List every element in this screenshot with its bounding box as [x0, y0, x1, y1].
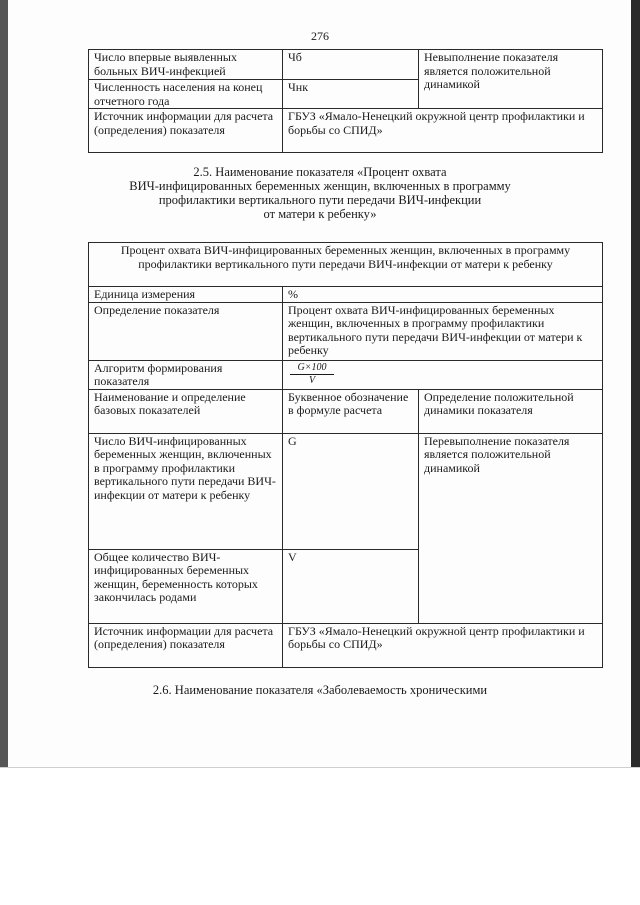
heading-line: от матери к ребенку»: [263, 207, 377, 221]
definition-value: Процент охвата ВИЧ-инфицированных беременных женщин, включенных в программу профилактики вертикального пути передачи ВИЧ-инфекции от матери к ребенку: [283, 302, 603, 360]
heading-line: ВИЧ-инфицированных беременных женщин, включенных в программу: [129, 179, 511, 193]
column-header: Буквенное обозначение в формуле расчета: [283, 389, 419, 433]
heading-line: 2.5. Наименование показателя «Процент охвата: [193, 165, 447, 179]
positive-dynamics: Невыполнение показателя является положительной динамикой: [419, 50, 603, 109]
table-row: [89, 50, 603, 80]
page-number: 276: [311, 29, 329, 43]
base-indicator-name: Число ВИЧ-инфицированных беременных женщин, включенных в программу профилактики вертикального пути передачи ВИЧ-инфекции от матери к ребенку: [89, 433, 283, 549]
table-row: [89, 433, 603, 549]
section-heading-2-6: 2.6. Наименование показателя «Заболеваемость хроническими: [152, 683, 488, 697]
source-value: ГБУЗ «Ямало-Ненецкий окружной центр профилактики и борьбы со СПИД»: [283, 623, 603, 667]
formula-cell: [283, 360, 603, 389]
base-indicator-name: Численность населения на конец отчетного года: [89, 80, 283, 109]
table-row: [89, 623, 603, 667]
table-row: [89, 360, 603, 389]
indicator-table-2-5: [88, 242, 603, 668]
unit-label: Единица измерения: [89, 287, 283, 303]
algorithm-label: Алгоритм формирования показателя: [89, 360, 283, 389]
table-row: [89, 287, 603, 303]
formula-letter: G: [283, 433, 419, 549]
section-heading-2-5: [0, 165, 640, 221]
indicator-table-previous: [88, 49, 603, 153]
table-row: [89, 243, 603, 287]
scan-left-edge: [0, 0, 8, 768]
scan-right-edge: [631, 0, 640, 768]
source-label: Источник информации для расчета (определения) показателя: [89, 109, 283, 153]
positive-dynamics: Перевыполнение показателя является положительной динамикой: [419, 433, 603, 623]
table-row: [89, 302, 603, 360]
heading-line: профилактики вертикального пути передачи ВИЧ-инфекции: [158, 193, 482, 207]
base-indicator-name: Число впервые выявленных больных ВИЧ-инфекцией: [89, 50, 283, 80]
base-indicator-name: Общее количество ВИЧ-инфицированных беременных женщин, беременность которых закончилась родами: [89, 549, 283, 623]
formula-letter: Чнк: [283, 80, 419, 109]
table-title: Процент охвата ВИЧ-инфицированных беременных женщин, включенных в программу профилактики вертикального пути передачи ВИЧ-инфекции от матери к ребенку: [89, 243, 603, 287]
formula-letter: V: [283, 549, 419, 623]
table-header-row: [89, 389, 603, 433]
table-row: [89, 109, 603, 153]
scan-bottom-edge: [0, 767, 640, 768]
formula-letter: Чб: [283, 50, 419, 80]
source-value: ГБУЗ «Ямало-Ненецкий окружной центр профилактики и борьбы со СПИД»: [283, 109, 603, 153]
column-header: Наименование и определение базовых показателей: [89, 389, 283, 433]
unit-value: %: [283, 287, 603, 303]
definition-label: Определение показателя: [89, 302, 283, 360]
column-header: Определение положительной динамики показателя: [419, 389, 603, 433]
source-label: Источник информации для расчета (определения) показателя: [89, 623, 283, 667]
formula-numerator: G×100: [297, 361, 327, 373]
formula-denominator: V: [308, 374, 316, 386]
formula: [288, 362, 597, 388]
